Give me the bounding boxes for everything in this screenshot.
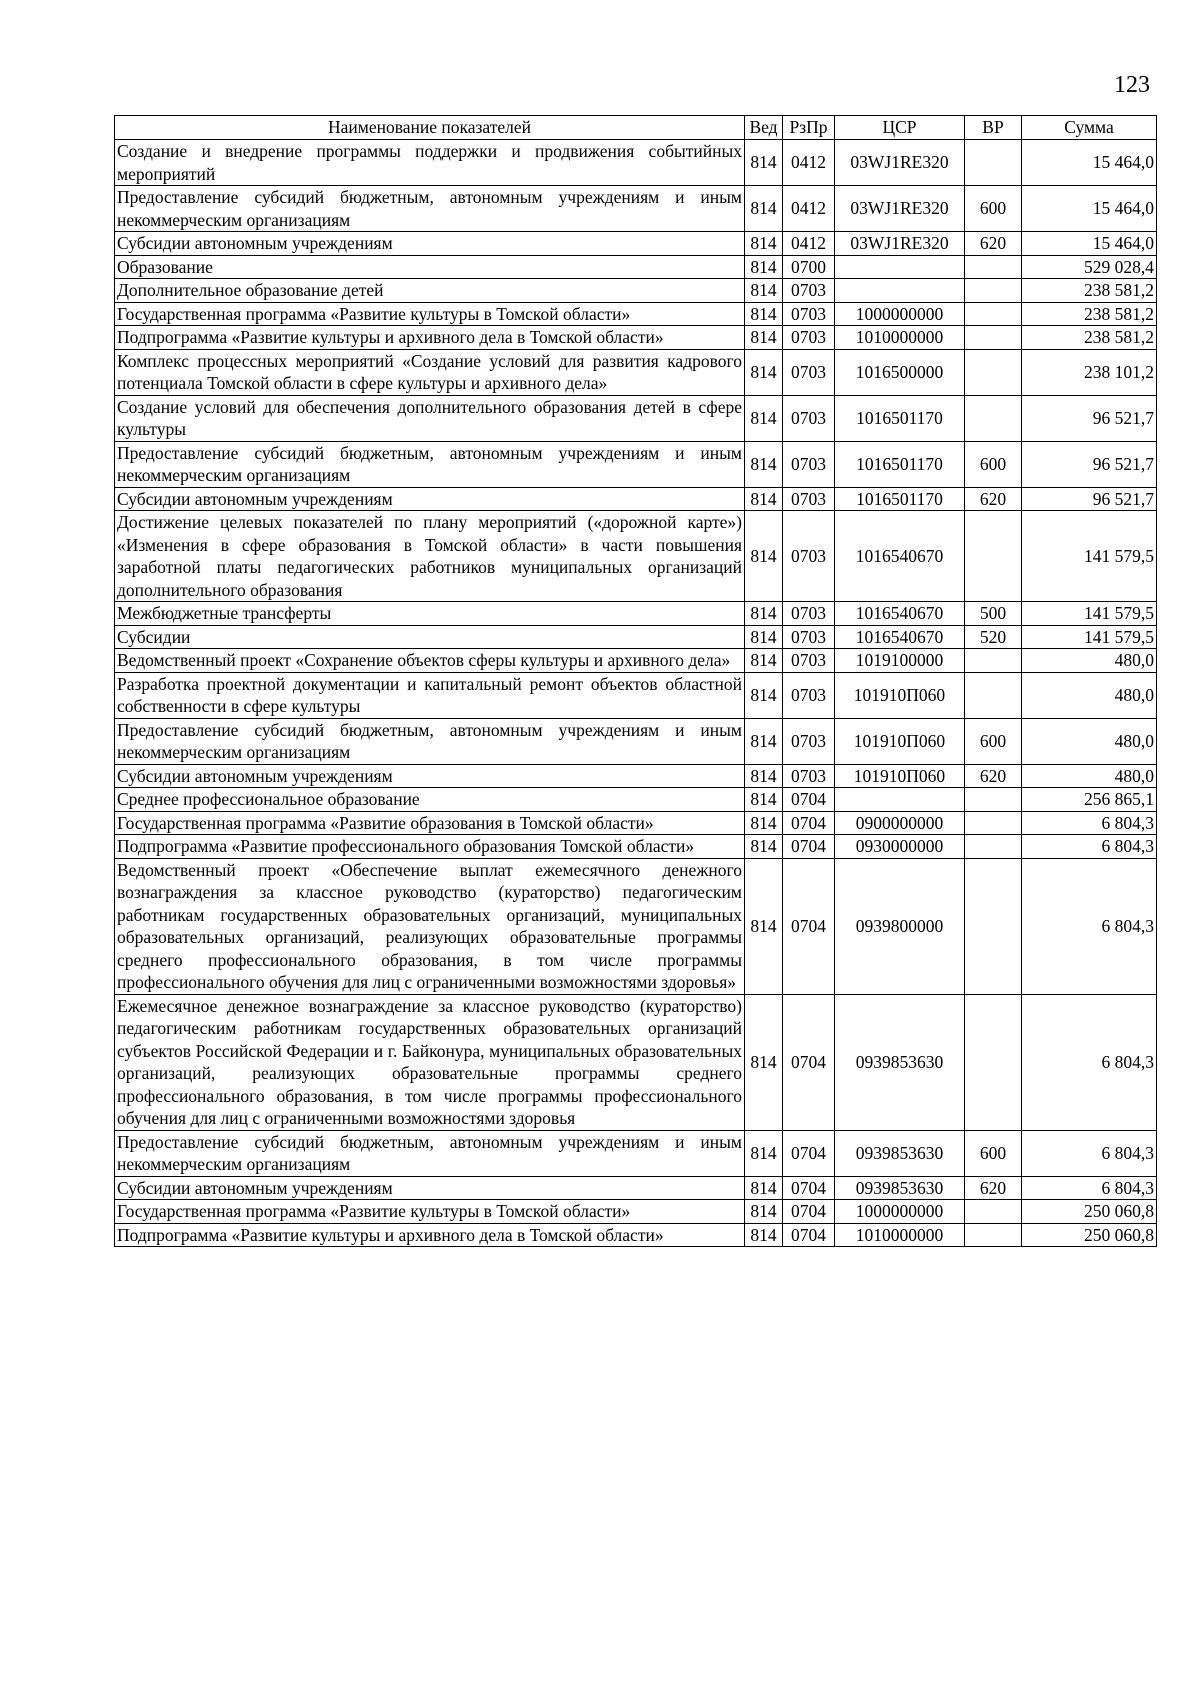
- row-rzpr: 0703: [783, 395, 835, 441]
- row-vr: 620: [965, 1176, 1022, 1200]
- row-vr: [965, 672, 1022, 718]
- row-vr: [965, 140, 1022, 186]
- row-rzpr: 0412: [783, 140, 835, 186]
- table-row: [115, 511, 1157, 602]
- row-sum: 141 579,5: [1022, 511, 1157, 602]
- row-name: Субсидии автономным учреждениям: [115, 764, 745, 788]
- row-rzpr: 0703: [783, 302, 835, 326]
- row-csr: 101910П060: [835, 764, 965, 788]
- table-row: [115, 1223, 1157, 1247]
- row-vr: [965, 788, 1022, 812]
- row-sum: 96 521,7: [1022, 487, 1157, 511]
- row-rzpr: 0704: [783, 788, 835, 812]
- row-csr: 0900000000: [835, 811, 965, 835]
- row-sum: 238 581,2: [1022, 302, 1157, 326]
- table-row: [115, 649, 1157, 673]
- row-vr: [965, 395, 1022, 441]
- row-name: Ведомственный проект «Обеспечение выплат ежемесячного денежного вознаграждения за классное руководство (кураторство) педагогическим работникам государственных образовательных организаций, муниципальных образовательных организаций, реализующих образовательные программы среднего профессионального образования, в том числе программы профессионального обучения для лиц с ограниченными возможностями здоровья»: [115, 858, 745, 994]
- table-row: [115, 1200, 1157, 1224]
- header-sum: Сумма: [1022, 116, 1157, 140]
- row-rzpr: 0704: [783, 994, 835, 1130]
- row-ved: 814: [745, 649, 783, 673]
- row-csr: 1016540670: [835, 511, 965, 602]
- row-ved: 814: [745, 788, 783, 812]
- row-sum: 15 464,0: [1022, 186, 1157, 232]
- row-csr: 1016501170: [835, 441, 965, 487]
- row-rzpr: 0703: [783, 511, 835, 602]
- row-ved: 814: [745, 602, 783, 626]
- row-vr: [965, 649, 1022, 673]
- table-row: [115, 1176, 1157, 1200]
- row-sum: 15 464,0: [1022, 140, 1157, 186]
- table-row: [115, 186, 1157, 232]
- row-csr: 1010000000: [835, 326, 965, 350]
- row-vr: [965, 1223, 1022, 1247]
- table-row: [115, 349, 1157, 395]
- row-csr: [835, 279, 965, 303]
- row-vr: 620: [965, 487, 1022, 511]
- row-rzpr: 0704: [783, 858, 835, 994]
- row-csr: [835, 788, 965, 812]
- table-row: [115, 602, 1157, 626]
- row-sum: 6 804,3: [1022, 1130, 1157, 1176]
- row-sum: 250 060,8: [1022, 1200, 1157, 1224]
- row-sum: 238 581,2: [1022, 326, 1157, 350]
- row-sum: 15 464,0: [1022, 232, 1157, 256]
- row-name: Разработка проектной документации и капитальный ремонт объектов областной собственности в сфере культуры: [115, 672, 745, 718]
- row-csr: 0939800000: [835, 858, 965, 994]
- row-rzpr: 0703: [783, 349, 835, 395]
- row-name: Подпрограмма «Развитие культуры и архивного дела в Томской области»: [115, 326, 745, 350]
- row-name: Субсидии автономным учреждениям: [115, 487, 745, 511]
- row-vr: [965, 279, 1022, 303]
- row-sum: 238 581,2: [1022, 279, 1157, 303]
- budget-table: [114, 115, 1157, 1247]
- row-ved: 814: [745, 232, 783, 256]
- row-rzpr: 0703: [783, 672, 835, 718]
- header-csr: ЦСР: [835, 116, 965, 140]
- table-row: [115, 395, 1157, 441]
- row-ved: 814: [745, 718, 783, 764]
- table-row: [115, 672, 1157, 718]
- row-sum: 529 028,4: [1022, 255, 1157, 279]
- row-name: Ведомственный проект «Сохранение объектов сферы культуры и архивного дела»: [115, 649, 745, 673]
- row-name: Субсидии автономным учреждениям: [115, 1176, 745, 1200]
- row-rzpr: 0703: [783, 279, 835, 303]
- row-ved: 814: [745, 764, 783, 788]
- row-sum: 256 865,1: [1022, 788, 1157, 812]
- table-row: [115, 764, 1157, 788]
- row-vr: 520: [965, 625, 1022, 649]
- row-ved: 814: [745, 186, 783, 232]
- row-rzpr: 0700: [783, 255, 835, 279]
- table-row: [115, 232, 1157, 256]
- row-vr: [965, 1200, 1022, 1224]
- row-sum: 480,0: [1022, 718, 1157, 764]
- table-row: [115, 788, 1157, 812]
- table-row: [115, 718, 1157, 764]
- row-csr: 0939853630: [835, 994, 965, 1130]
- row-name: Дополнительное образование детей: [115, 279, 745, 303]
- row-csr: 1016540670: [835, 625, 965, 649]
- row-csr: 1010000000: [835, 1223, 965, 1247]
- row-csr: [835, 255, 965, 279]
- table-row: [115, 1130, 1157, 1176]
- row-name: Создание и внедрение программы поддержки и продвижения событийных мероприятий: [115, 140, 745, 186]
- row-csr: 1000000000: [835, 302, 965, 326]
- row-rzpr: 0703: [783, 487, 835, 511]
- header-rzpr: РзПр: [783, 116, 835, 140]
- row-ved: 814: [745, 395, 783, 441]
- row-csr: 03WJ1RE320: [835, 186, 965, 232]
- page-number: 123: [1114, 72, 1150, 98]
- row-rzpr: 0703: [783, 625, 835, 649]
- row-rzpr: 0412: [783, 232, 835, 256]
- row-name: Создание условий для обеспечения дополнительного образования детей в сфере культуры: [115, 395, 745, 441]
- row-vr: 620: [965, 232, 1022, 256]
- row-ved: 814: [745, 441, 783, 487]
- row-ved: 814: [745, 302, 783, 326]
- header-vr: ВР: [965, 116, 1022, 140]
- row-csr: 03WJ1RE320: [835, 232, 965, 256]
- row-rzpr: 0704: [783, 835, 835, 859]
- table-row: [115, 835, 1157, 859]
- row-ved: 814: [745, 255, 783, 279]
- row-csr: 101910П060: [835, 718, 965, 764]
- row-csr: 1019100000: [835, 649, 965, 673]
- row-rzpr: 0703: [783, 649, 835, 673]
- row-vr: 600: [965, 1130, 1022, 1176]
- row-rzpr: 0703: [783, 602, 835, 626]
- row-ved: 814: [745, 1130, 783, 1176]
- row-vr: [965, 349, 1022, 395]
- row-csr: 101910П060: [835, 672, 965, 718]
- row-vr: 500: [965, 602, 1022, 626]
- row-name: Субсидии автономным учреждениям: [115, 232, 745, 256]
- row-vr: [965, 255, 1022, 279]
- row-name: Подпрограмма «Развитие культуры и архивного дела в Томской области»: [115, 1223, 745, 1247]
- row-ved: 814: [745, 1176, 783, 1200]
- row-csr: 0939853630: [835, 1130, 965, 1176]
- row-vr: 600: [965, 186, 1022, 232]
- row-name: Образование: [115, 255, 745, 279]
- row-ved: 814: [745, 511, 783, 602]
- table-row: [115, 302, 1157, 326]
- row-vr: [965, 326, 1022, 350]
- row-sum: 480,0: [1022, 649, 1157, 673]
- row-sum: 141 579,5: [1022, 625, 1157, 649]
- table-row: [115, 255, 1157, 279]
- row-vr: [965, 811, 1022, 835]
- row-sum: 96 521,7: [1022, 441, 1157, 487]
- row-sum: 480,0: [1022, 672, 1157, 718]
- row-sum: 6 804,3: [1022, 835, 1157, 859]
- row-rzpr: 0704: [783, 1130, 835, 1176]
- row-name: Государственная программа «Развитие культуры в Томской области»: [115, 302, 745, 326]
- row-csr: 1016540670: [835, 602, 965, 626]
- row-ved: 814: [745, 625, 783, 649]
- row-ved: 814: [745, 858, 783, 994]
- table-row: [115, 441, 1157, 487]
- row-name: Государственная программа «Развитие образования в Томской области»: [115, 811, 745, 835]
- row-csr: 1016500000: [835, 349, 965, 395]
- row-csr: 1016501170: [835, 395, 965, 441]
- row-vr: [965, 858, 1022, 994]
- row-csr: 0939853630: [835, 1176, 965, 1200]
- row-name: Подпрограмма «Развитие профессионального образования Томской области»: [115, 835, 745, 859]
- row-name: Предоставление субсидий бюджетным, автономным учреждениям и иным некоммерческим организациям: [115, 186, 745, 232]
- row-sum: 6 804,3: [1022, 1176, 1157, 1200]
- table-row: [115, 858, 1157, 994]
- table-row: [115, 487, 1157, 511]
- table-row: [115, 994, 1157, 1130]
- row-name: Межбюджетные трансферты: [115, 602, 745, 626]
- row-sum: 6 804,3: [1022, 994, 1157, 1130]
- row-ved: 814: [745, 326, 783, 350]
- table-row: [115, 140, 1157, 186]
- row-csr: 03WJ1RE320: [835, 140, 965, 186]
- row-vr: [965, 511, 1022, 602]
- row-rzpr: 0704: [783, 1176, 835, 1200]
- table-row: [115, 279, 1157, 303]
- row-vr: [965, 835, 1022, 859]
- row-name: Государственная программа «Развитие культуры в Томской области»: [115, 1200, 745, 1224]
- row-vr: 600: [965, 718, 1022, 764]
- table-header-row: [115, 116, 1157, 140]
- row-name: Предоставление субсидий бюджетным, автономным учреждениям и иным некоммерческим организациям: [115, 441, 745, 487]
- row-name: Субсидии: [115, 625, 745, 649]
- table-row: [115, 811, 1157, 835]
- row-ved: 814: [745, 1200, 783, 1224]
- row-ved: 814: [745, 349, 783, 395]
- row-rzpr: 0704: [783, 1200, 835, 1224]
- row-ved: 814: [745, 140, 783, 186]
- row-rzpr: 0704: [783, 1223, 835, 1247]
- row-ved: 814: [745, 1223, 783, 1247]
- row-csr: 1000000000: [835, 1200, 965, 1224]
- row-name: Комплекс процессных мероприятий «Создание условий для развития кадрового потенциала Томской области в сфере культуры и архивного дела»: [115, 349, 745, 395]
- row-name: Предоставление субсидий бюджетным, автономным учреждениям и иным некоммерческим организациям: [115, 718, 745, 764]
- row-sum: 6 804,3: [1022, 811, 1157, 835]
- row-ved: 814: [745, 672, 783, 718]
- row-ved: 814: [745, 994, 783, 1130]
- row-rzpr: 0704: [783, 811, 835, 835]
- header-ved: Вед: [745, 116, 783, 140]
- table-row: [115, 625, 1157, 649]
- row-sum: 480,0: [1022, 764, 1157, 788]
- row-csr: 0930000000: [835, 835, 965, 859]
- row-sum: 238 101,2: [1022, 349, 1157, 395]
- row-rzpr: 0703: [783, 764, 835, 788]
- row-vr: 620: [965, 764, 1022, 788]
- row-vr: 600: [965, 441, 1022, 487]
- row-vr: [965, 994, 1022, 1130]
- row-ved: 814: [745, 279, 783, 303]
- row-sum: 141 579,5: [1022, 602, 1157, 626]
- row-sum: 6 804,3: [1022, 858, 1157, 994]
- row-name: Предоставление субсидий бюджетным, автономным учреждениям и иным некоммерческим организациям: [115, 1130, 745, 1176]
- row-csr: 1016501170: [835, 487, 965, 511]
- row-ved: 814: [745, 835, 783, 859]
- table-row: [115, 326, 1157, 350]
- row-name: Ежемесячное денежное вознаграждение за классное руководство (кураторство) педагогическим работникам государственных образовательных организаций субъектов Российской Федерации и г. Байконура, муниципальных образовательных организаций, реализующих образовательные программы среднего профессионального образования, в том числе программы профессионального обучения для лиц с ограниченными возможностями здоровья: [115, 994, 745, 1130]
- header-name: Наименование показателей: [115, 116, 745, 140]
- row-ved: 814: [745, 811, 783, 835]
- row-rzpr: 0703: [783, 718, 835, 764]
- row-name: Среднее профессиональное образование: [115, 788, 745, 812]
- row-rzpr: 0703: [783, 441, 835, 487]
- row-rzpr: 0703: [783, 326, 835, 350]
- row-ved: 814: [745, 487, 783, 511]
- row-vr: [965, 302, 1022, 326]
- row-rzpr: 0412: [783, 186, 835, 232]
- row-name: Достижение целевых показателей по плану мероприятий («дорожной карте») «Изменения в сфере образования в Томской области» в части повышения заработной платы педагогических работников муниципальных организаций дополнительного образования: [115, 511, 745, 602]
- row-sum: 96 521,7: [1022, 395, 1157, 441]
- row-sum: 250 060,8: [1022, 1223, 1157, 1247]
